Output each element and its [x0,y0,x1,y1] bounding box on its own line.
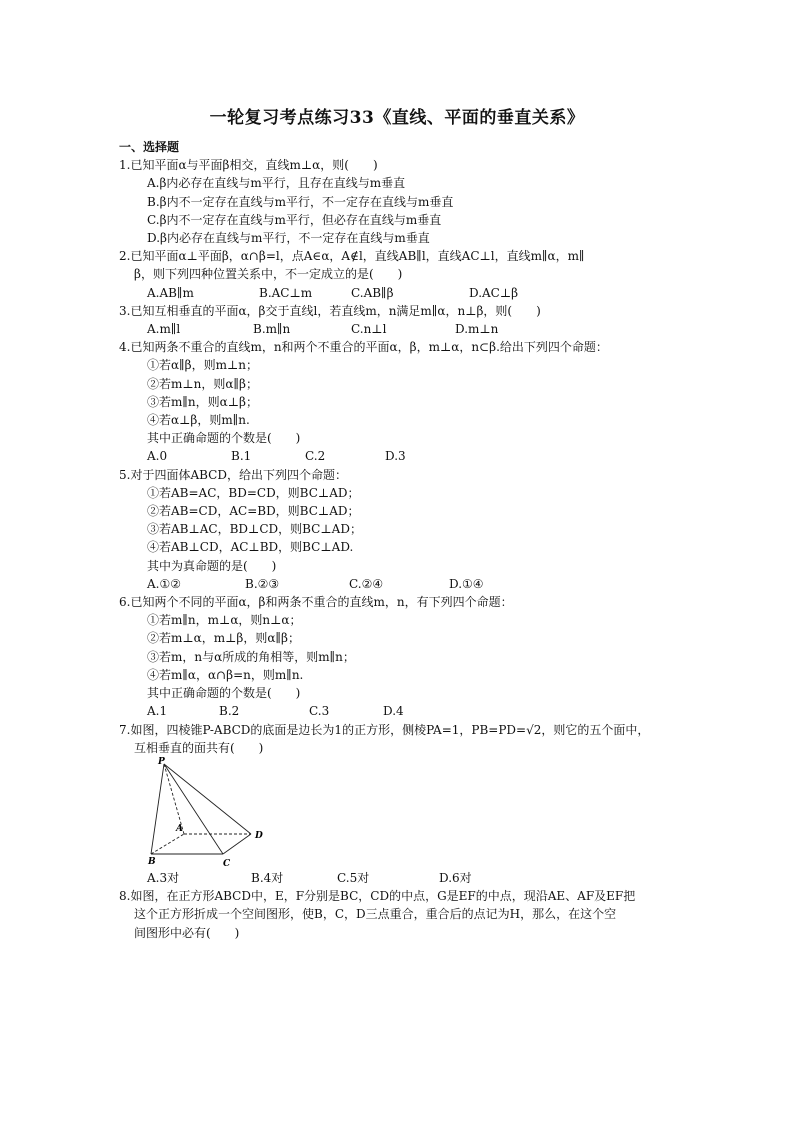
question-list [119,138,709,942]
option-d: D.4 [383,704,404,719]
vertex-b-label: B [148,856,156,867]
proposition-3: ③若AB⊥AC，BD⊥CD，则BC⊥AD； [147,522,362,537]
question-stem: 4.已知两条不重合的直线m，n和两个不重合的平面α，β，m⊥α，n⊂β.给出下列四个命题： [119,340,608,355]
proposition-2: ②若m⊥α，m⊥β，则α∥β； [147,631,300,646]
proposition-3: ③若m，n与α所成的角相等，则m∥n； [147,649,355,664]
option-c: C.3 [309,704,330,719]
question-stem: 7.如图，四棱锥P-ABCD的底面是边长为1的正方形，侧棱PA=1，PB=PD=√2，则它的五个面中， [119,722,650,737]
question-stem: 6.已知两个不同的平面α，β和两条不重合的直线m，n，有下列四个命题： [119,595,513,610]
question-1 [119,156,709,247]
option-d: D.m⊥n [455,322,499,337]
option-c: C.β内不一定存在直线与m平行，但必存在直线与m垂直 [147,212,442,227]
option-c: C.5对 [337,870,370,885]
option-b: B.1 [231,449,252,464]
option-a: A.3对 [147,870,180,885]
option-row [119,702,709,720]
vertex-d-label: D [255,830,263,841]
vertex-c-label: C [223,858,231,869]
option-b: B.β内不一定存在直线与m平行，不一定存在直线与m垂直 [147,194,454,209]
question-prompt: 其中正确命题的个数是( ) [147,431,301,446]
page-title: 一轮复习考点练习33《直线、平面的垂直关系》 [209,108,585,128]
option-row [119,320,709,338]
proposition-1: ①若α∥β，则m⊥n； [147,358,258,373]
pyramid-figure [119,756,709,869]
option-b: B.4对 [251,870,284,885]
pyramid-diagram [148,756,279,869]
option-b: B.m∥n [253,322,291,337]
option-a: A.0 [147,449,168,464]
question-4 [119,338,709,465]
option-a: A.β内必存在直线与m平行，且存在直线与m垂直 [147,176,406,191]
proposition-2: ②若AB=CD，AC=BD，则BC⊥AD； [147,504,360,519]
question-7 [119,721,709,888]
question-stem-continued-2: 间图形中必有( ) [134,925,240,940]
proposition-4: ④若α⊥β，则m∥n. [147,413,250,428]
proposition-4: ④若AB⊥CD，AC⊥BD，则BC⊥AD. [147,540,354,555]
option-c: C.AB∥β [351,285,394,300]
edge-ab [151,834,184,854]
edge-pb [151,764,164,854]
option-row [119,575,709,593]
option-a: A.m∥l [147,322,181,337]
question-6 [119,593,709,720]
question-stem: 1.已知平面α与平面β相交，直线m⊥α，则( ) [119,158,378,173]
proposition-1: ①若m∥n，m⊥α，则n⊥α； [147,613,302,628]
question-stem: 8.如图，在正方形ABCD中，E，F分别是BC，CD的中点，G是EF的中点，现沿AE、AF及EF把 [119,889,636,904]
option-b: B.2 [219,704,240,719]
option-row [119,284,709,302]
question-2 [119,247,709,302]
option-c: C.②④ [349,576,384,591]
proposition-2: ②若m⊥n，则α∥β； [147,376,258,391]
option-d: D.①④ [449,576,484,591]
option-a: A.1 [147,704,168,719]
proposition-4: ④若m∥α，α∩β=n，则m∥n. [147,667,304,682]
option-row [119,869,709,887]
edge-cd [223,834,251,854]
option-row [119,447,709,465]
question-8 [119,887,709,942]
question-prompt: 其中为真命题的是( ) [147,558,277,573]
option-d: D.β内必存在直线与m平行，不一定存在直线与m垂直 [147,231,430,246]
question-stem: 5.对于四面体ABCD，给出下列四个命题： [119,467,347,482]
section-heading: 一、选择题 [119,140,180,154]
proposition-1: ①若AB=AC，BD=CD，则BC⊥AD； [147,485,360,500]
question-stem: 3.已知互相垂直的平面α，β交于直线l，若直线m，n满足m∥α，n⊥β，则( ) [119,303,541,318]
vertex-a-label: A [176,823,183,834]
question-prompt: 其中正确命题的个数是( ) [147,686,301,701]
option-a: A.①② [147,576,181,591]
vertex-p-label: P [158,756,165,767]
question-3 [119,302,709,338]
option-d: D.AC⊥β [469,285,519,300]
option-d: D.3 [385,449,406,464]
question-stem-continued: 这个正方形折成一个空间图形，使B，C，D三点重合，重合后的点记为H，那么，在这个空 [134,907,617,922]
question-stem-continued: β，则下列四种位置关系中，不一定成立的是( ) [134,267,403,282]
option-a: A.AB∥m [147,285,194,300]
option-c: C.2 [305,449,326,464]
option-b: B.②③ [245,576,280,591]
question-stem-continued: 互相垂直的面共有( ) [134,740,264,755]
question-5 [119,466,709,593]
option-b: B.AC⊥m [259,285,313,300]
option-d: D.6对 [439,870,472,885]
question-stem: 2.已知平面α⊥平面β，α∩β=l，点A∈α，A∉l，直线AB∥l，直线AC⊥l，直线m∥α，m∥ [119,249,585,264]
proposition-3: ③若m∥n，则α⊥β； [147,394,258,409]
option-c: C.n⊥l [351,322,387,337]
